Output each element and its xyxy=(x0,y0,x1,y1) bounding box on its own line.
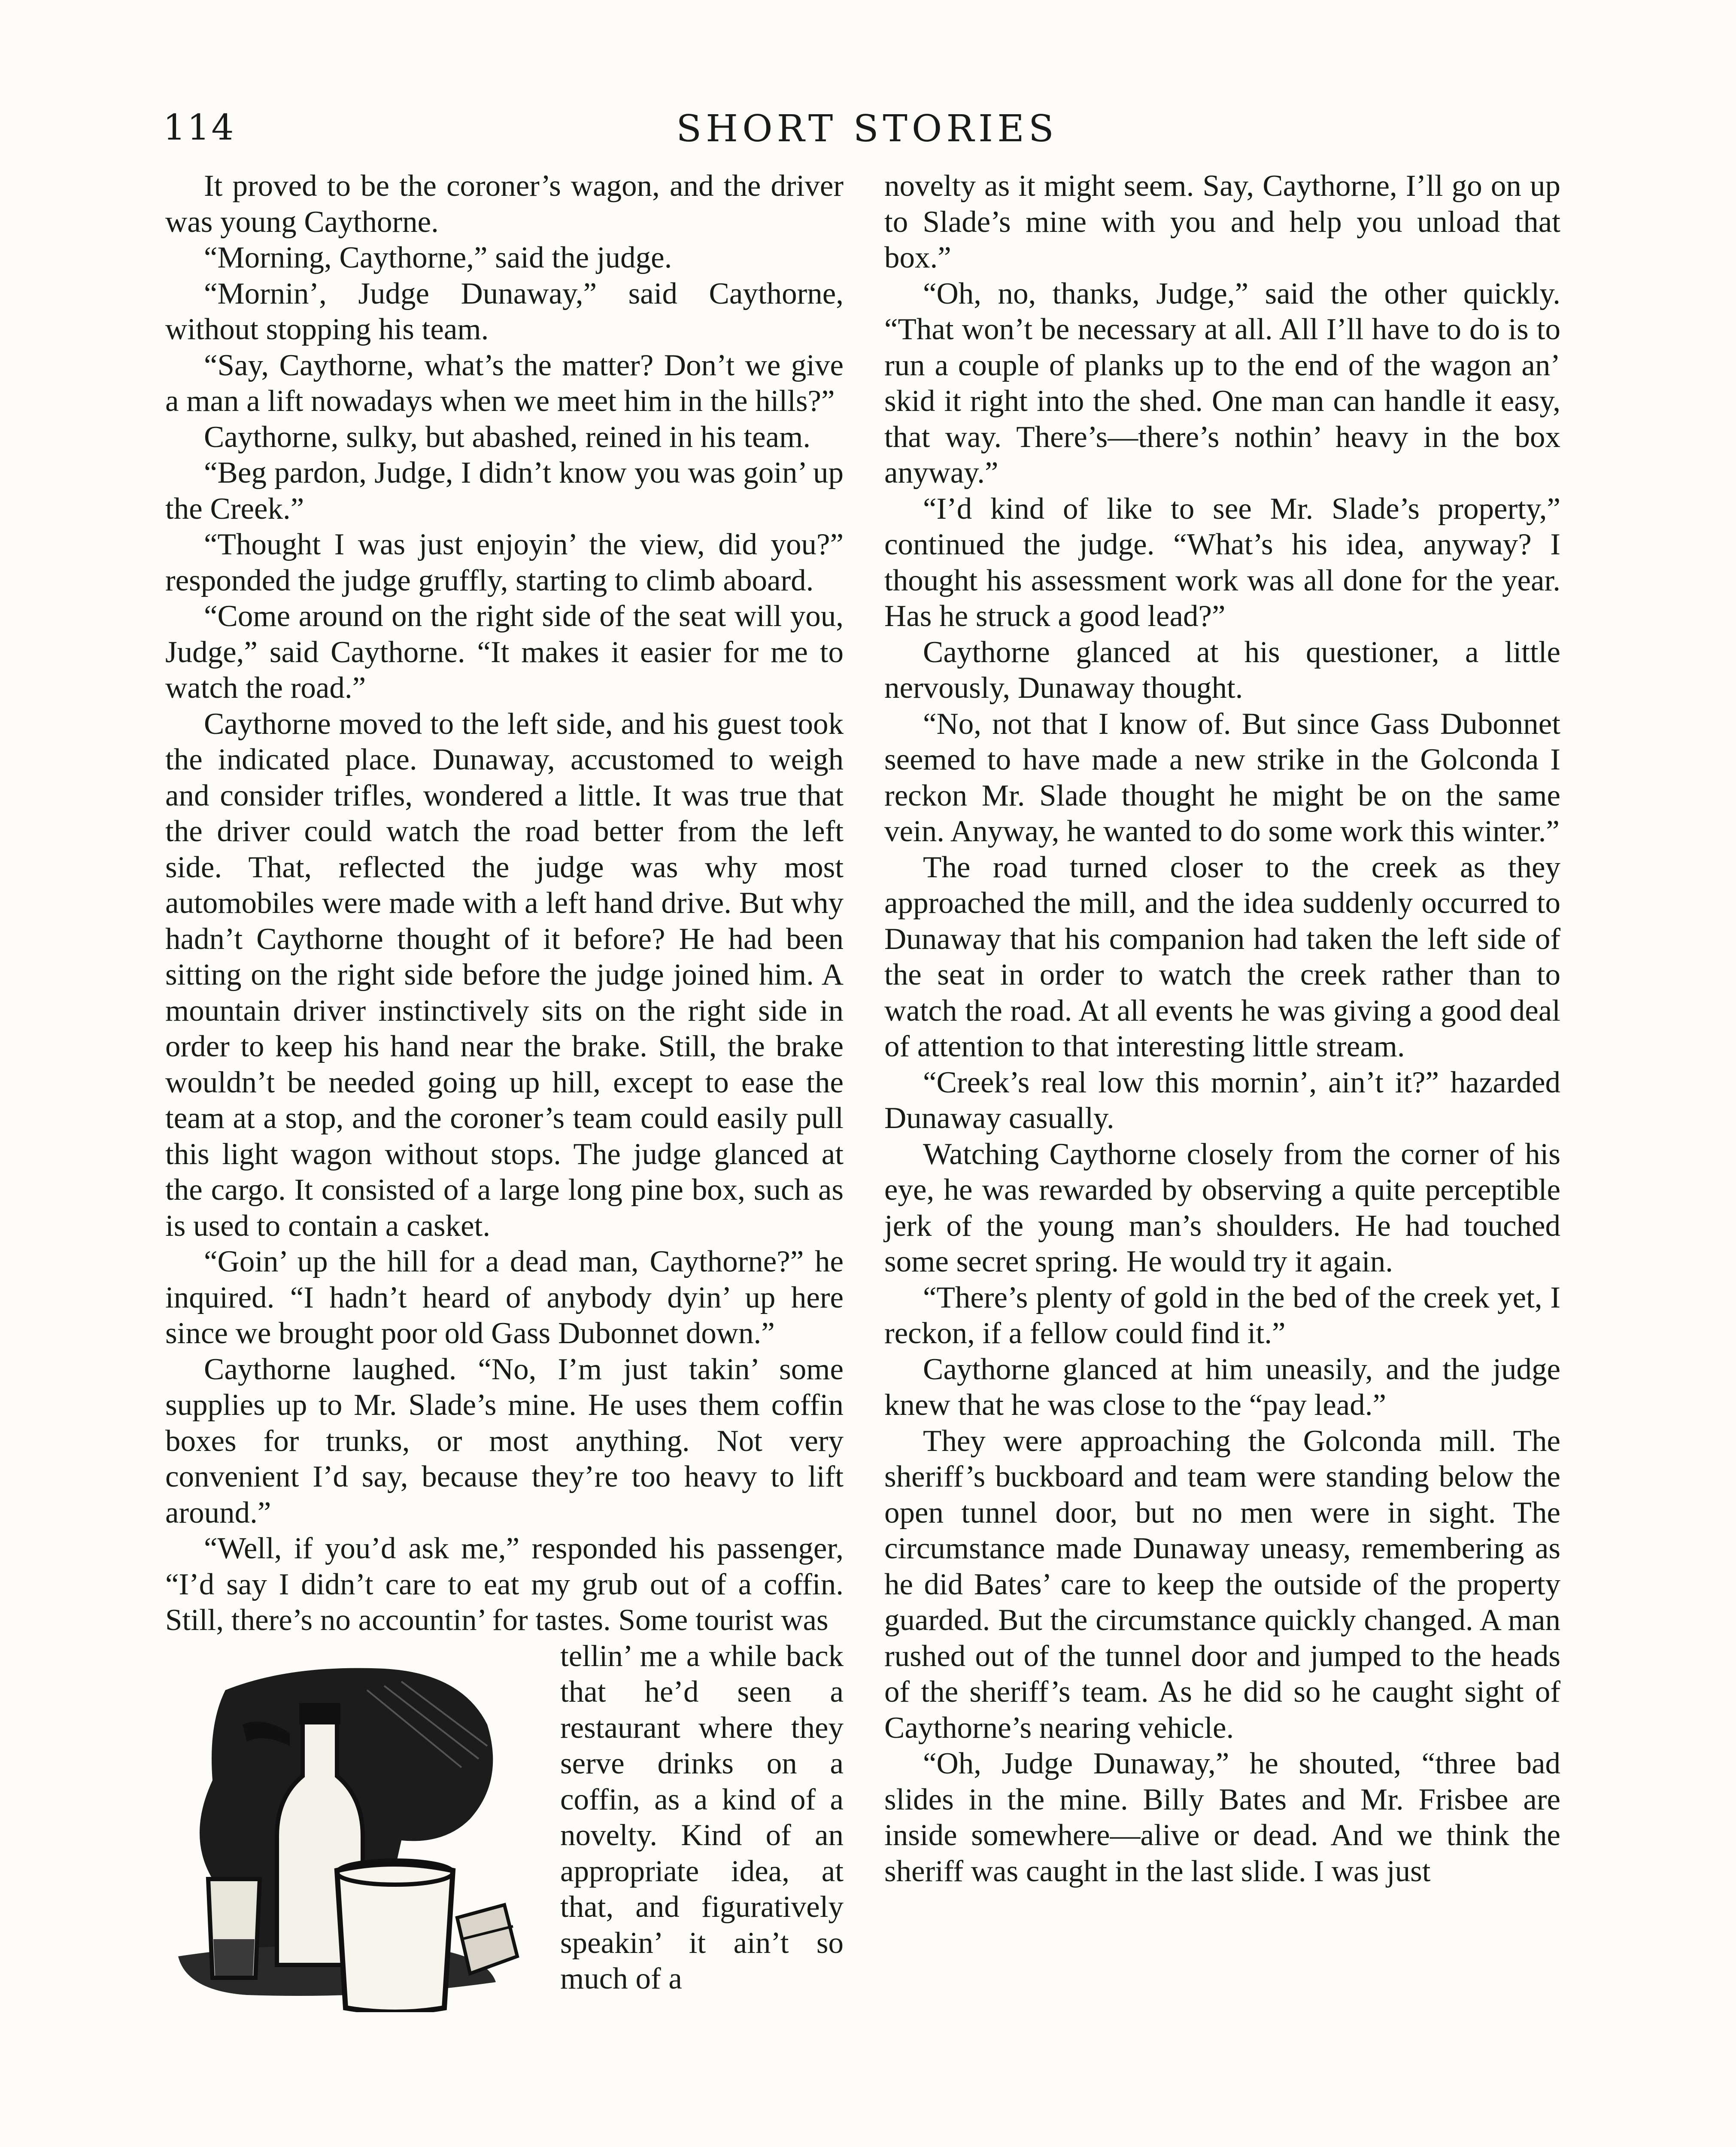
left-column-paragraph: “Mornin’, Judge Dunaway,” said Caythorne, without stopping his team. xyxy=(165,277,844,346)
left-column-paragraph: “Beg pardon, Judge, I didn’t know you was goin’ up the Creek.” xyxy=(165,456,844,526)
right-column-paragraph: The road turned closer to the creek as they approached the mill, and the idea suddenly occurred to Dunaway that his companion had taken the left side of the seat in order to watch the creek rather than to watch the road. At all events he was giving a good deal of attention to that interesting little stream. xyxy=(884,850,1560,1063)
left-column-paragraph: Caythorne laughed. “No, I’m just takin’ some supplies up to Mr. Slade’s mine. He uses them coffin boxes for trunks, or most anything. Not very convenient I’d say, because they’re too heavy to lift around.” xyxy=(165,1352,844,1530)
left-column-paragraph: It proved to be the coroner’s wagon, and the driver was young Caythorne. xyxy=(165,169,844,239)
page-header xyxy=(163,107,1571,155)
right-column-paragraph: Watching Caythorne closely from the corner of his eye, he was rewarded by observing a quite perceptible jerk of the young man’s shoulders. He had touched some secret spring. He would try it again. xyxy=(884,1137,1560,1278)
left-column-paragraph: “Thought I was just enjoyin’ the view, did you?” responded the judge gruffly, starting to climb aboard. xyxy=(165,528,844,597)
right-column xyxy=(884,168,1560,1889)
right-column-paragraph: “I’d kind of like to see Mr. Slade’s property,” continued the judge. “What’s his idea, anyway? I thought his assessment work was all done for the year. Has he struck a good lead?” xyxy=(884,492,1560,633)
left-column-paragraph: “Morning, Caythorne,” said the judge. xyxy=(204,241,672,274)
left-column-paragraph: “Say, Caythorne, what’s the matter? Don’t we give a man a lift nowadays when we meet him in the hills?” xyxy=(165,348,844,418)
left-column xyxy=(165,168,844,2012)
right-column-paragraph: “There’s plenty of gold in the bed of the creek yet, I reckon, if a fellow could find it.” xyxy=(884,1280,1560,1350)
right-column-paragraph: “Creek’s real low this mornin’, ain’t it?” hazarded Dunaway casually. xyxy=(884,1065,1560,1135)
right-column-paragraph: “No, not that I know of. But since Gass Dubonnet seemed to have made a new strike in the Golconda I reckon Mr. Slade thought he might be on the same vein. Anyway, he wanted to do some work this winter.” xyxy=(884,707,1560,848)
right-column-paragraph: Caythorne glanced at him uneasily, and the judge knew that he was close to the “pay lead.” xyxy=(884,1352,1560,1422)
bottles-illustration-icon xyxy=(161,1639,547,2012)
right-column-paragraph: Caythorne glanced at his questioner, a little nervously, Dunaway thought. xyxy=(884,635,1560,705)
right-column-paragraph: “Oh, Judge Dunaway,” he shouted, “three bad slides in the mine. Billy Bates and Mr. Frisbee are inside somewhere—alive or dead. And we think the sheriff was caught in the last slide. I was just xyxy=(884,1747,1560,1888)
right-column-paragraph: “Oh, no, thanks, Judge,” said the other quickly. “That won’t be necessary at all. All I’ll have to do is to run a couple of planks up to the end of the wagon an’ skid it right into the shed. One man can handle it easy, that way. There’s—there’s nothin’ heavy in the box anyway.” xyxy=(884,277,1560,490)
paragraph-after-image: tellin’ me a while back that he’d seen a restaurant where they serve drinks on a coffin, as a kind of a novelty. Kind of an appropriate idea, at that, and figuratively speakin’ it ain’t so much of a xyxy=(560,1639,844,1995)
left-column-paragraph: Caythorne moved to the left side, and his guest took the indicated place. Dunaway, accustomed to weigh and consider trifles, wondered a little. It was true that the driver could watch the road better from the left side. That, reflected the judge was why most automobiles were made with a left hand drive. But why hadn’t Caythorne thought of it before? He had been sitting on the right side before the judge joined him. A mountain driver instinctively sits on the right side in order to keep his hand near the brake. Still, the brake wouldn’t be needed going up hill, except to ease the team at a stop, and the coroner’s team could easily pull this light wagon without stops. The judge glanced at the cargo. It consisted of a large long pine box, such as is used to contain a casket. xyxy=(165,707,844,1243)
left-column-paragraph: Caythorne, sulky, but abashed, reined in his team. xyxy=(204,420,811,454)
right-column-paragraph: novelty as it might seem. Say, Caythorne, I’ll go on up to Slade’s mine with you and help you unload that box.” xyxy=(884,169,1560,274)
left-column-paragraph: “Well, if you’d ask me,” responded his passenger, “I’d say I didn’t care to eat my grub out of a coffin. Still, there’s no accountin’ for tastes. Some tourist was xyxy=(165,1532,844,1637)
right-column-paragraph: They were approaching the Golconda mill. The sheriff’s buckboard and team were standing below the open tunnel door, but no men were in sight. The circumstance made Dunaway uneasy, remembering as he did Bates’ care to keep the outside of the property guarded. But the circumstance quickly changed. A man rushed out of the tunnel door and jumped to the heads of the sheriff’s team. As he did so he caught sight of Caythorne’s nearing vehicle. xyxy=(884,1424,1560,1745)
left-column-paragraph: “Come around on the right side of the seat will you, Judge,” said Caythorne. “It makes it easier for me to watch the road.” xyxy=(165,599,844,705)
page-number: 114 xyxy=(163,107,236,148)
left-column-paragraph: “Goin’ up the hill for a dead man, Caythorne?” he inquired. “I hadn’t heard of anybody dyin’ up here since we brought poor old Gass Dubonnet down.” xyxy=(165,1245,844,1350)
running-title: SHORT STORIES xyxy=(676,107,1058,150)
